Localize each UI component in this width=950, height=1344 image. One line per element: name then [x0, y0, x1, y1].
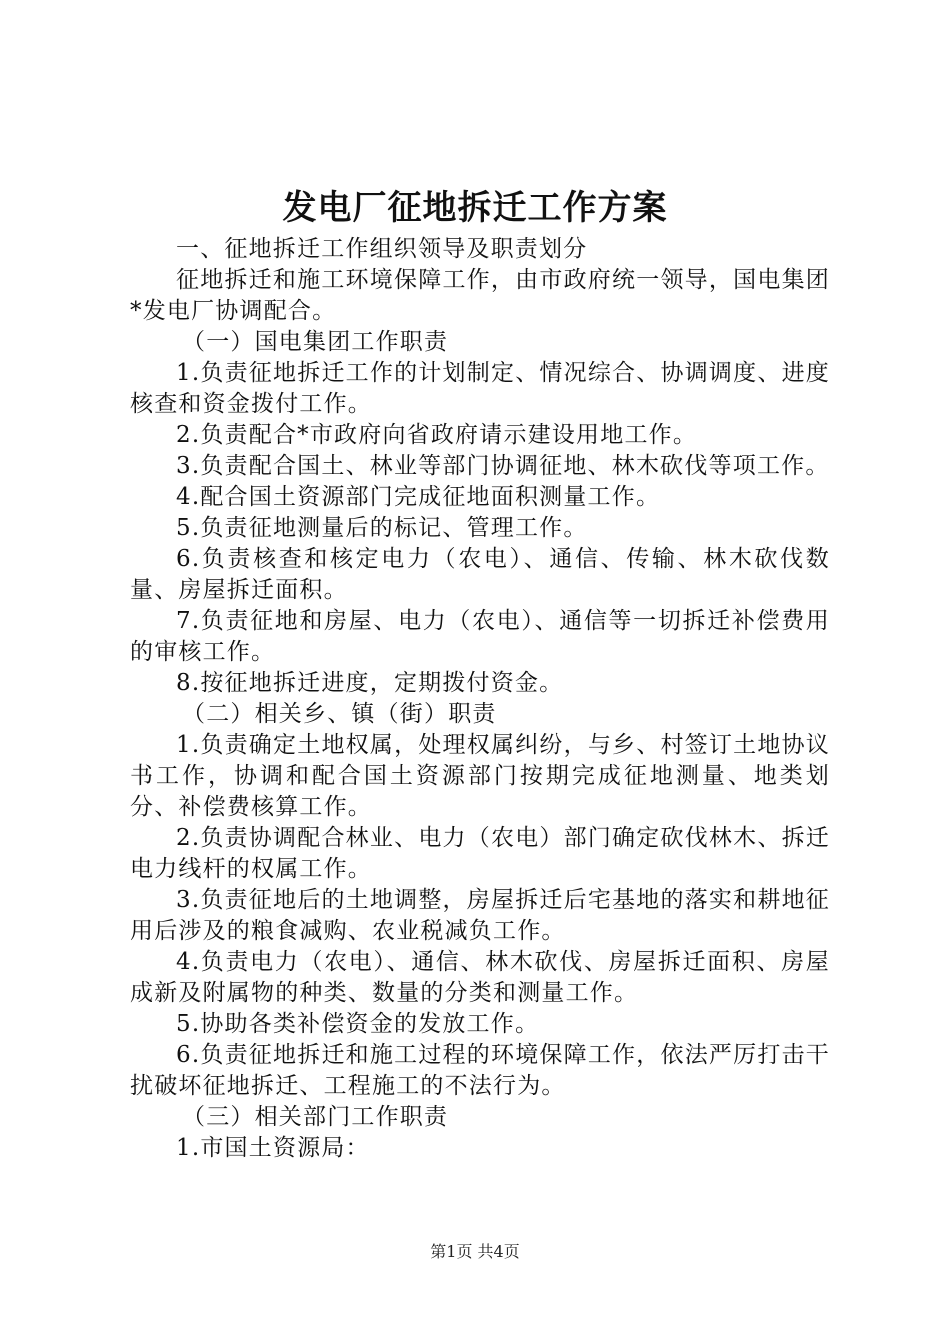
section-heading: 一、征地拆迁工作组织领导及职责划分 — [176, 236, 588, 262]
page-footer: 第1页 共4页 — [430, 1242, 520, 1261]
list-item: 3.负责征地后的土地调整，房屋拆迁后宅基地的落实和耕地征用后涉及的粮食减购、农业税减负工作。 — [130, 887, 830, 944]
list-item: 5.协助各类补偿资金的发放工作。 — [176, 1011, 540, 1037]
document-body — [130, 234, 830, 1164]
list-item: 5.负责征地测量后的标记、管理工作。 — [176, 515, 588, 541]
list-item: 6.负责征地拆迁和施工过程的环境保障工作，依法严厉打击干扰破坏征地拆迁、工程施工的不法行为。 — [130, 1042, 830, 1099]
list-item: 6.负责核查和核定电力（农电）、通信、传输、林木砍伐数量、房屋拆迁面积。 — [130, 546, 830, 603]
subsection-heading: （三）相关部门工作职责 — [182, 1104, 449, 1130]
list-item: 7.负责征地和房屋、电力（农电）、通信等一切拆迁补偿费用的审核工作。 — [130, 608, 830, 665]
list-item: 4.配合国土资源部门完成征地面积测量工作。 — [176, 484, 661, 510]
list-item: 8.按征地拆迁进度，定期拨付资金。 — [176, 670, 564, 696]
list-item: 1.市国土资源局： — [176, 1135, 370, 1161]
document-title: 发电厂征地拆迁工作方案 — [282, 188, 668, 228]
subsection-heading: （二）相关乡、镇（街）职责 — [182, 701, 497, 727]
subsection-heading: （一）国电集团工作职责 — [182, 329, 449, 355]
list-item: 2.负责协调配合林业、电力（农电）部门确定砍伐林木、拆迁电力线杆的权属工作。 — [130, 825, 830, 882]
list-item: 2.负责配合*市政府向省政府请示建设用地工作。 — [176, 422, 698, 448]
list-item: 1.负责确定土地权属，处理权属纠纷，与乡、村签订土地协议书工作，协调和配合国土资源部门按期完成征地测量、地类划分、补偿费核算工作。 — [130, 732, 830, 820]
list-item: 3.负责配合国土、林业等部门协调征地、林木砍伐等项工作。 — [176, 453, 830, 479]
paragraph: 征地拆迁和施工环境保障工作，由市政府统一领导，国电集团*发电厂协调配合。 — [130, 267, 830, 324]
list-item: 4.负责电力（农电）、通信、林木砍伐、房屋拆迁面积、房屋成新及附属物的种类、数量的分类和测量工作。 — [130, 949, 830, 1006]
list-item: 1.负责征地拆迁工作的计划制定、情况综合、协调调度、进度核查和资金拨付工作。 — [130, 360, 830, 417]
